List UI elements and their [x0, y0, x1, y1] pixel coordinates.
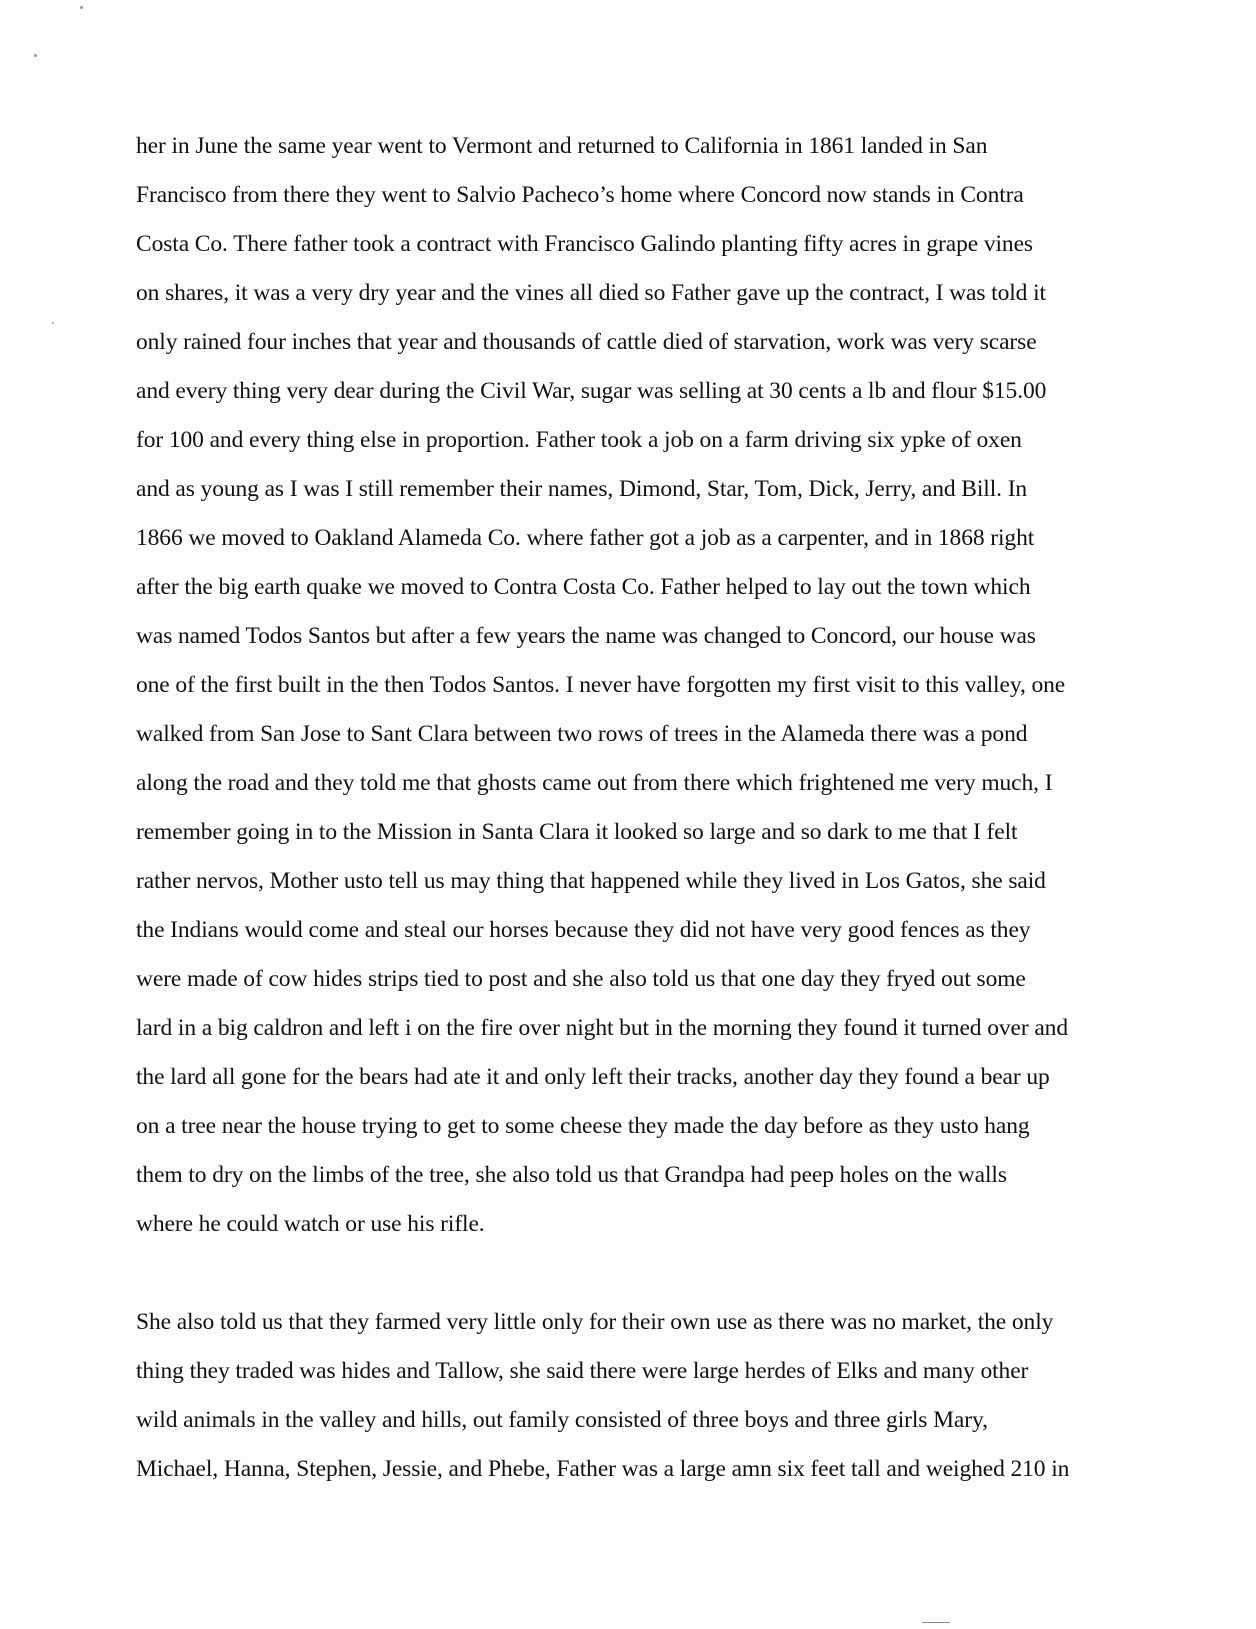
text-line: walked from San Jose to Sant Clara between two rows of trees in the Alameda there was a pond — [136, 721, 1028, 747]
text-line: only rained four inches that year and thousands of cattle died of starvation, work was very scarse — [136, 329, 1037, 355]
text-line: She also told us that they farmed very little only for their own use as there was no market, the only — [136, 1309, 1054, 1335]
text-line: lard in a big caldron and left i on the fire over night but in the morning they found it turned over and — [136, 1015, 1068, 1041]
scan-speck — [34, 54, 37, 57]
text-line: wild animals in the valley and hills, out family consisted of three boys and three girls Mary, — [136, 1407, 988, 1433]
scan-speck — [52, 322, 54, 324]
text-line: Costa Co. There father took a contract with Francisco Galindo planting fifty acres in grape vines — [136, 231, 1033, 257]
text-line: and every thing very dear during the Civil War, sugar was selling at 30 cents a lb and flour $15.00 — [136, 378, 1047, 404]
text-line: the lard all gone for the bears had ate it and only left their tracks, another day they found a bear up — [136, 1064, 1050, 1090]
paragraph-2 — [136, 1298, 1136, 1494]
text-line: and as young as I was I still remember their names, Dimond, Star, Tom, Dick, Jerry, and Bill. In — [136, 476, 1028, 502]
text-line: on shares, it was a very dry year and the vines all died so Father gave up the contract, I was told it — [136, 280, 1046, 306]
text-line: one of the first built in the then Todos Santos. I never have forgotten my first visit to this valley, one — [136, 672, 1066, 698]
text-line: was named Todos Santos but after a few years the name was changed to Concord, our house was — [136, 623, 1036, 649]
text-line: 1866 we moved to Oakland Alameda Co. where father got a job as a carpenter, and in 1868 right — [136, 525, 1035, 551]
text-line: thing they traded was hides and Tallow, she said there were large herdes of Elks and many other — [136, 1358, 1029, 1384]
text-line: after the big earth quake we moved to Contra Costa Co. Father helped to lay out the town which — [136, 574, 1031, 600]
text-line: along the road and they told me that ghosts came out from there which frightened me very much, I — [136, 770, 1053, 796]
text-line: them to dry on the limbs of the tree, she also told us that Grandpa had peep holes on the walls — [136, 1162, 1007, 1188]
scan-mark — [922, 1622, 950, 1623]
text-line: where he could watch or use his rifle. — [136, 1211, 485, 1237]
text-line: remember going in to the Mission in Santa Clara it looked so large and so dark to me that I felt — [136, 819, 1018, 845]
text-line: were made of cow hides strips tied to post and she also told us that one day they fryed out some — [136, 966, 1026, 992]
text-line: for 100 and every thing else in proportion. Father took a job on a farm driving six ypke of oxen — [136, 427, 1022, 453]
text-line: Francisco from there they went to Salvio Pacheco’s home where Concord now stands in Contra — [136, 182, 1024, 208]
paragraph-1 — [136, 122, 1136, 1249]
text-line: on a tree near the house trying to get to some cheese they made the day before as they usto hang — [136, 1113, 1030, 1139]
text-line: the Indians would come and steal our horses because they did not have very good fences as they — [136, 917, 1031, 943]
scan-speck — [80, 6, 83, 9]
text-line: rather nervos, Mother usto tell us may thing that happened while they lived in Los Gatos, she said — [136, 868, 1046, 894]
text-line: her in June the same year went to Vermont and returned to California in 1861 landed in San — [136, 133, 988, 159]
text-line: Michael, Hanna, Stephen, Jessie, and Phebe, Father was a large amn six feet tall and weighed 210 in — [136, 1456, 1070, 1482]
